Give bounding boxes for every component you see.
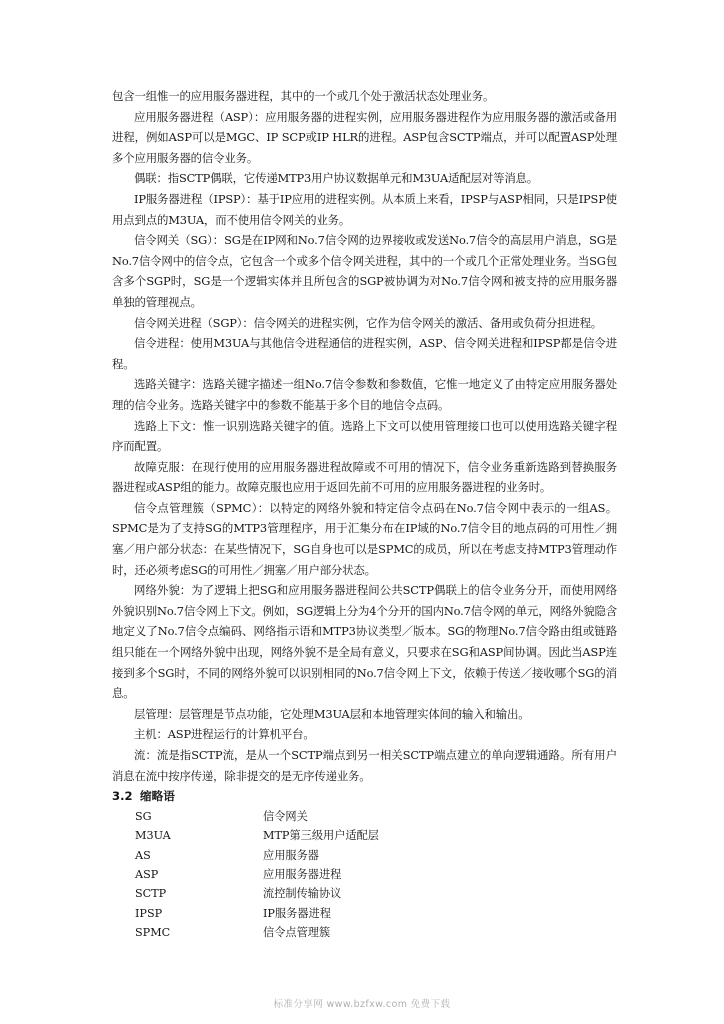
paragraph: 选路上下文：惟一识别选路关键字的值。选路上下文可以使用管理接口也可以使用选路关键字程序而配置。 <box>112 418 617 454</box>
abbreviation-row <box>135 923 617 942</box>
abbreviation-meaning: 信令网关 <box>263 809 308 823</box>
paragraph: 偶联：指SCTP偶联，它传递MTP3用户协议数据单元和M3UA适配层对等消息。 <box>134 171 539 186</box>
paragraph: IP服务器进程（IPSP）：基于IP应用的进程实例。从本质上来看，IPSP与ASP相同，只是IPSP使用点到点的M3UA，而不使用信令网关的业务。 <box>112 191 617 227</box>
abbreviation-meaning: IP服务器进程 <box>263 906 331 920</box>
paragraph: 信令网关（SG）：SG是在IP网和No.7信令网的边界接收或发送No.7信令的高层用户消息，SG是No.7信令网中的信令点，它包含一个或多个信令网关进程，其中的一个或几个正常处理业务。当SG包含多个SGP时，SG是一个逻辑实体并且所包含的SGP被协调为对No.7信令网和被支持的应用服务器单独的管理视点。 <box>112 233 617 309</box>
abbreviation-row <box>135 904 617 923</box>
paragraph: 信令点管理簇（SPMC）：以特定的网络外貌和特定信令点码在No.7信令网中表示的一组AS。SPMC是为了支持SG的MTP3管理程序，用于汇集分布在IP域的No.7信令目的地点码的可用性／拥塞／用户部分状态：在某些情况下，SG自身也可以是SPMC的成员，所以在考虑支持MTP3管理动作时，还必须考虑SG的可用性／拥塞／用户部分状态。 <box>112 500 617 577</box>
paragraph: 主机：ASP进程运行的计算机平台。 <box>134 727 315 742</box>
section-number: 3.2 <box>112 789 133 804</box>
paragraph: 信令网关进程（SGP）：信令网关的进程实例，它作为信令网关的激活、备用或负荷分担进程。 <box>134 315 603 330</box>
footer-watermark: 标准分享网 www.bzfxw.com 免费下载 <box>273 999 451 1010</box>
abbreviation-row <box>135 807 617 826</box>
paragraph: 故障克服：在现行使用的应用服务器进程故障或不可用的情况下，信令业务重新选路到替换服务器进程或ASP组的能力。故障克服也应用于返回先前不可用的应用服务器进程的业务时。 <box>112 459 617 495</box>
section-heading <box>112 786 617 807</box>
abbreviation-term: AS <box>135 848 151 862</box>
abbreviation-row <box>135 865 617 884</box>
paragraph: 应用服务器进程（ASP）：应用服务器的进程实例，应用服务器进程作为应用服务器的激活或备用进程，例如ASP可以是MGC、IP SCP或IP HLR的进程。ASP包含SCTP端点，并可以配置ASP处理多个应用服务器的信令业务。 <box>112 109 617 165</box>
abbreviation-row <box>135 846 617 865</box>
section-title: 缩略语 <box>140 789 175 804</box>
paragraph: 网络外貌：为了逻辑上把SG和应用服务器进程间公共SCTP偶联上的信令业务分开，而使用网络外貌识别No.7信令网上下文。例如，SG逻辑上分为4个分开的国内No.7信令网的单元，网络外貌隐含地定义了No.7信令点编码、网络指示语和MTP3协议类型／版本。SG的物理No.7信令路由组或链路组只能在一个网络外貌中出现，网络外貌不是全局有意义，只要求在SG和ASP间协调。因此当ASP连接到多个SG时，不同的网络外貌可以识别相同的No.7信令网上下文，依赖于传送／接收哪个SG的消息。 <box>112 583 617 701</box>
abbreviation-meaning: 流控制传输协议 <box>263 887 342 901</box>
abbreviation-term: IPSP <box>135 906 163 920</box>
paragraph: 包含一组惟一的应用服务器进程，其中的一个或几个处于激活状态处理业务。 <box>112 89 495 103</box>
abbreviation-term: SG <box>135 809 152 823</box>
abbreviation-meaning: 应用服务器 <box>263 848 319 862</box>
document-body <box>112 86 617 943</box>
abbreviation-row <box>135 884 617 903</box>
abbreviation-meaning: 信令点管理簇 <box>263 926 331 940</box>
abbreviation-term: SPMC <box>135 926 171 940</box>
abbreviation-table <box>135 807 617 943</box>
paragraph: 信令进程：使用M3UA与其他信令进程通信的进程实例，ASP、信令网关进程和IPSP都是信令进程。 <box>112 336 617 371</box>
definitions-section <box>112 86 617 786</box>
abbreviation-term: SCTP <box>135 887 167 901</box>
paragraph: 流：流是指SCTP流，是从一个SCTP端点到另一相关SCTP端点建立的单向逻辑通路。所有用户消息在流中按序传递，除非提交的是无序传递业务。 <box>112 748 617 783</box>
paragraph: 层管理：层管理是节点功能，它处理M3UA层和本地管理实体间的输入和输出。 <box>134 706 530 721</box>
paragraph: 选路关键字：选路关键字描述一组No.7信令参数和参数值，它惟一地定义了由特定应用服务器处理的信令业务。选路关键字中的参数不能基于多个目的地信令点码。 <box>112 377 617 412</box>
abbreviation-term: ASP <box>135 867 159 881</box>
abbreviation-meaning: 应用服务器进程 <box>263 867 342 881</box>
abbreviation-meaning: MTP第三级用户适配层 <box>263 829 379 843</box>
abbreviation-row <box>135 826 617 845</box>
abbreviation-term: M3UA <box>135 829 171 843</box>
